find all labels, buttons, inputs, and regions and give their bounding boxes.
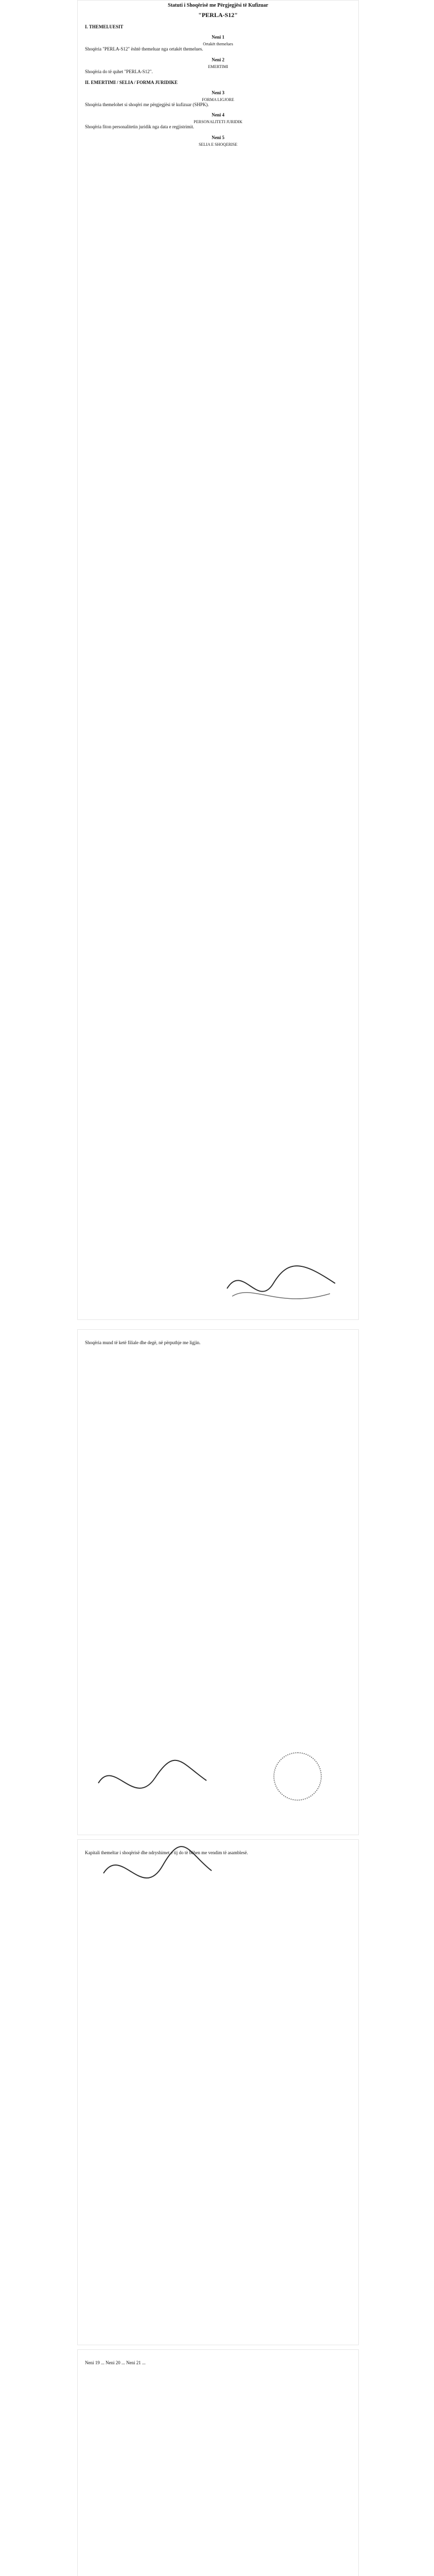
signature-graphic [222, 1252, 340, 1309]
document-page-1 [77, 0, 359, 1320]
article-4-text: Shoqëria fiton personalitetin juridik nga data e regjistrimit. [85, 124, 194, 130]
article-3-text: Shoqëria themelohet si shoqëri me përgjegjësi të kufizuar (SHPK). [85, 101, 209, 107]
company-name: "PERLA-S12" [198, 11, 238, 19]
document-page-4 [77, 2349, 359, 2576]
article-2-text: Shoqëria do të quhet "PERLA-S12". [85, 69, 153, 74]
article-2: Neni 2 EMERTIMI [207, 57, 229, 69]
document-page-3 [77, 1839, 359, 2345]
article-1-text: Shoqëria "PERLA-S12" është themeluar nga ortakët themelues. [85, 46, 203, 52]
document-page-2 [77, 1329, 359, 1835]
stamp [273, 1752, 322, 1801]
page3-text: Kapitali themeltar i shoqërisë dhe ndryshimet e tij do të bëhen me vendim të asamblesë. [85, 1850, 248, 1855]
page4-text: Neni 19 ... Neni 20 ... Neni 21 ... [85, 2360, 146, 2365]
signature-graphic [93, 1752, 212, 1809]
article-3: Neni 3 FORMA LIGJORE [202, 90, 234, 102]
article-4: Neni 4 PERSONALITETI JURIDIK [194, 112, 242, 125]
page2-text: Shoqëria mund të ketë filiale dhe degë, në përputhje me ligjin. [85, 1340, 201, 1345]
section-founders [85, 24, 351, 147]
signature-graphic [98, 1842, 217, 1899]
header-text: Statuti i Shoqërisë me Përgjegjësi të Kufizuar [168, 3, 268, 8]
article-1: Neni 1 Ortakët themelues [203, 35, 233, 46]
article-5: Neni 5 SELIA E SHOQERISE [198, 135, 238, 147]
section-2-title: II. EMERTIMI / SELIA / FORMA JURIDIKE [85, 79, 178, 85]
section-title: I. THEMELUESIT [85, 24, 124, 29]
